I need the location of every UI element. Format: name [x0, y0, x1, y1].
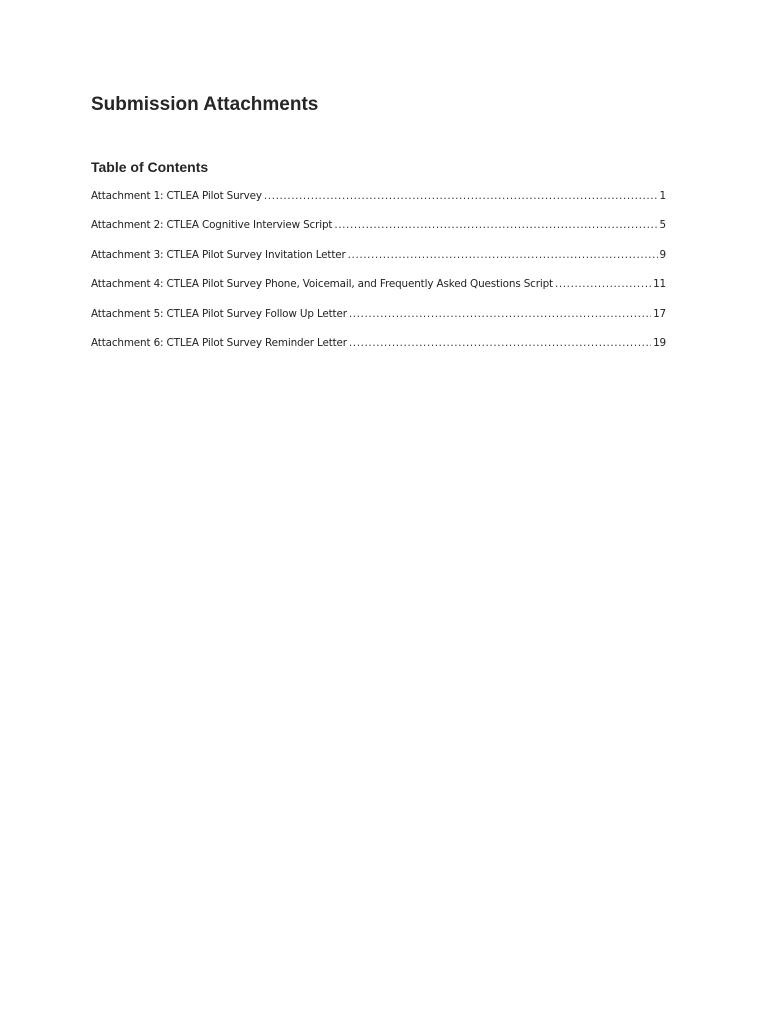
toc-entry-page-number: 17 — [653, 307, 666, 320]
toc-entry-attachment-5[interactable] — [91, 304, 666, 333]
toc-entry-attachment-2[interactable] — [91, 215, 666, 244]
toc-entry-label: Attachment 6: CTLEA Pilot Survey Reminder Letter — [91, 336, 347, 349]
toc-entry-label: Attachment 2: CTLEA Cognitive Interview Script — [91, 219, 333, 232]
toc-entry-label: Attachment 1: CTLEA Pilot Survey — [91, 190, 262, 202]
toc-entry-page-number: 9 — [659, 248, 666, 261]
toc-entry-page-number: 19 — [653, 336, 666, 349]
dot-leader — [349, 304, 651, 324]
dot-leader — [334, 215, 657, 235]
toc-entry-page-number: 11 — [653, 278, 666, 291]
dot-leader — [264, 186, 658, 206]
document-title: Submission Attachments — [91, 94, 319, 115]
dot-leader — [555, 274, 651, 294]
dot-leader — [349, 333, 651, 353]
toc-entry-page-number: 1 — [659, 190, 666, 202]
toc-entry-label: Attachment 4: CTLEA Pilot Survey Phone, Voicemail, and Frequently Asked Questions Script — [91, 278, 553, 291]
toc-entry-label: Attachment 3: CTLEA Pilot Survey Invitation Letter — [91, 248, 346, 261]
toc-entry-attachment-3[interactable] — [91, 245, 666, 274]
toc-heading: Table of Contents — [91, 159, 209, 175]
table-of-contents — [91, 186, 666, 362]
toc-entry-page-number: 5 — [659, 219, 666, 232]
dot-leader — [348, 245, 658, 265]
toc-entry-attachment-6[interactable] — [91, 333, 666, 362]
toc-entry-attachment-4[interactable] — [91, 274, 666, 303]
toc-entry-label: Attachment 5: CTLEA Pilot Survey Follow Up Letter — [91, 307, 347, 320]
toc-entry-attachment-1[interactable] — [91, 186, 666, 215]
